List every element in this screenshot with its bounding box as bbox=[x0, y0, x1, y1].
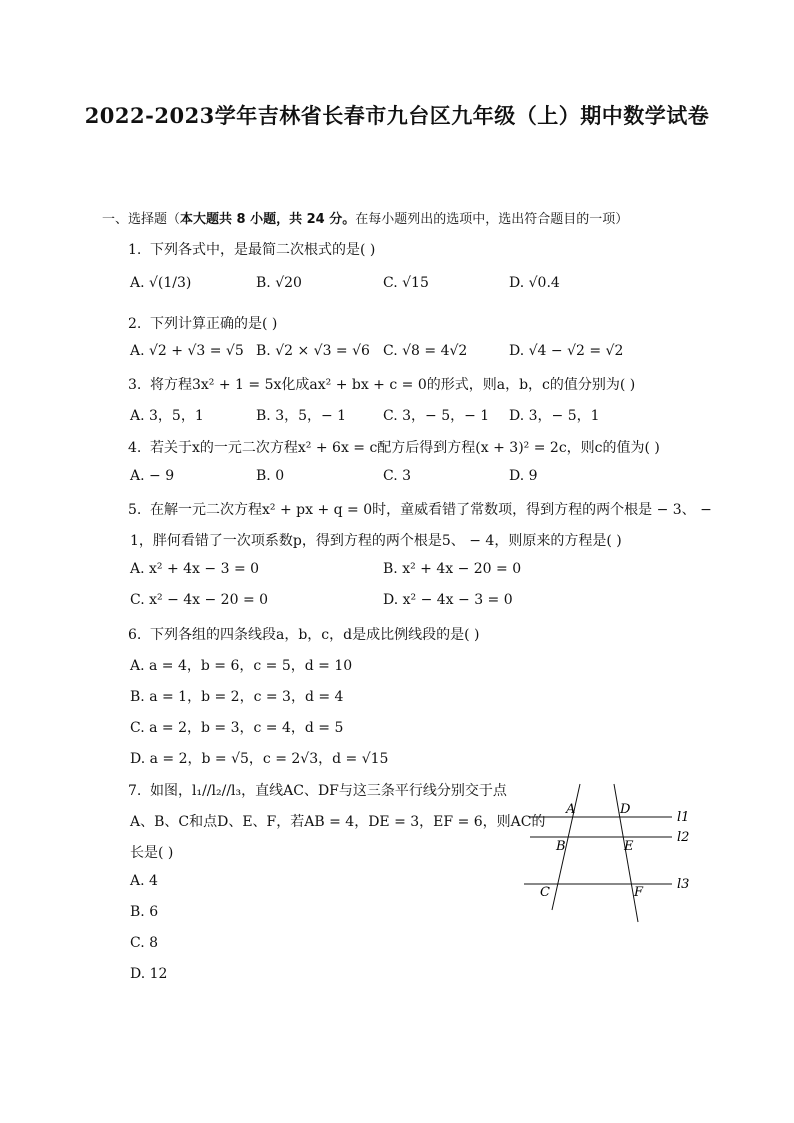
option-2b: B. √2 × √3 = √6 bbox=[256, 343, 370, 359]
option-1d: D. √0.4 bbox=[509, 275, 560, 291]
question-stem: 下列各式中，是最简二次根式的是( ) bbox=[150, 242, 376, 258]
question-4: 4. 若关于x的一元二次方程x² + 6x = c配方后得到方程(x + 3)² = 2c，则c的值为( ) bbox=[128, 440, 660, 456]
option-5b: B. x² + 4x − 20 = 0 bbox=[383, 561, 522, 577]
section-bold-info: 本大题共 8 小题，共 24 分。 bbox=[180, 212, 356, 227]
label-l1: l1 bbox=[677, 810, 690, 825]
option-2d: D. √4 − √2 = √2 bbox=[509, 343, 624, 359]
option-1c: C. √15 bbox=[383, 275, 429, 291]
question-5-line2: 1，胖何看错了一次项系数p，得到方程的两个根是5、 − 4，则原来的方程是( ) bbox=[130, 533, 622, 549]
question-stem: 将方程3x² + 1 = 5x化成ax² + bx + c = 0的形式，则a，b，c的值分别为( ) bbox=[150, 377, 636, 393]
question-stem: 如图，l₁//l₂//l₃，直线AC、DF与这三条平行线分别交于点 bbox=[150, 783, 507, 799]
label-l2: l2 bbox=[677, 830, 690, 845]
option-2c: C. √8 = 4√2 bbox=[383, 343, 468, 359]
label-e: E bbox=[624, 839, 634, 854]
question-stem: 下列各组的四条线段a，b，c，d是成比例线段的是( ) bbox=[150, 627, 480, 643]
option-3b: B. 3，5，− 1 bbox=[256, 408, 347, 424]
option-4b: B. 0 bbox=[256, 468, 285, 484]
label-b: B bbox=[556, 839, 566, 854]
option-6b: B. a = 1，b = 2，c = 3，d = 4 bbox=[130, 689, 344, 705]
option-4c: C. 3 bbox=[383, 468, 412, 484]
option-5c: C. x² − 4x − 20 = 0 bbox=[130, 592, 269, 608]
section-label: 一、选择题（ bbox=[102, 212, 181, 227]
option-2a: A. √2 + √3 = √5 bbox=[130, 343, 244, 359]
option-3d: D. 3，− 5，1 bbox=[509, 408, 600, 424]
option-3c: C. 3，− 5，− 1 bbox=[383, 408, 490, 424]
question-5: 5. 在解一元二次方程x² + px + q = 0时，童威看错了常数项，得到方程的两个根是 − 3、 − bbox=[128, 502, 712, 518]
question-6: 6. 下列各组的四条线段a，b，c，d是成比例线段的是( ) bbox=[128, 627, 480, 643]
section-header bbox=[102, 208, 628, 227]
option-1b: B. √20 bbox=[256, 275, 302, 291]
label-c: C bbox=[540, 885, 550, 900]
question-stem: 若关于x的一元二次方程x² + 6x = c配方后得到方程(x + 3)² = 2c，则c的值为( ) bbox=[150, 440, 660, 456]
label-a: A bbox=[566, 802, 576, 817]
option-7b: B. 6 bbox=[130, 904, 159, 920]
question-stem: 在解一元二次方程x² + px + q = 0时，童威看错了常数项，得到方程的两个根是 − 3、 − bbox=[150, 502, 712, 518]
question-7-line2: A、B、C和点D、E、F，若AB = 4，DE = 3，EF = 6，则AC的 bbox=[130, 814, 546, 830]
question-stem: 下列计算正确的是( ) bbox=[150, 316, 278, 332]
option-4a: A. − 9 bbox=[130, 468, 175, 484]
option-6c: C. a = 2，b = 3，c = 4，d = 5 bbox=[130, 720, 344, 736]
question-2: 2. 下列计算正确的是( ) bbox=[128, 316, 278, 332]
option-6a: A. a = 4，b = 6，c = 5，d = 10 bbox=[130, 658, 353, 674]
label-d: D bbox=[620, 802, 631, 817]
option-7a: A. 4 bbox=[130, 873, 158, 889]
question-7: 7. 如图，l₁//l₂//l₃，直线AC、DF与这三条平行线分别交于点 bbox=[128, 783, 507, 799]
parallel-lines-figure bbox=[520, 780, 700, 930]
option-6d: D. a = 2，b = √5，c = 2√3，d = √15 bbox=[130, 751, 389, 767]
option-7c: C. 8 bbox=[130, 935, 159, 951]
option-5a: A. x² + 4x − 3 = 0 bbox=[130, 561, 260, 577]
section-rest: 在每小题列出的选项中，选出符合题目的一项） bbox=[355, 212, 629, 227]
option-3a: A. 3，5，1 bbox=[130, 408, 204, 424]
label-l3: l3 bbox=[677, 877, 690, 892]
question-3: 3. 将方程3x² + 1 = 5x化成ax² + bx + c = 0的形式，则a，b，c的值分别为( ) bbox=[128, 377, 636, 393]
page-title: 2022-2023学年吉林省长春市九台区九年级（上）期中数学试卷 bbox=[84, 103, 710, 128]
option-5d: D. x² − 4x − 3 = 0 bbox=[383, 592, 513, 608]
question-7-line3: 长是( ) bbox=[130, 845, 174, 861]
question-1: 1. 下列各式中，是最简二次根式的是( ) bbox=[128, 242, 376, 258]
option-4d: D. 9 bbox=[509, 468, 538, 484]
option-1a: A. √(1/3) bbox=[130, 275, 192, 291]
option-7d: D. 12 bbox=[130, 966, 168, 982]
label-f: F bbox=[634, 885, 644, 900]
